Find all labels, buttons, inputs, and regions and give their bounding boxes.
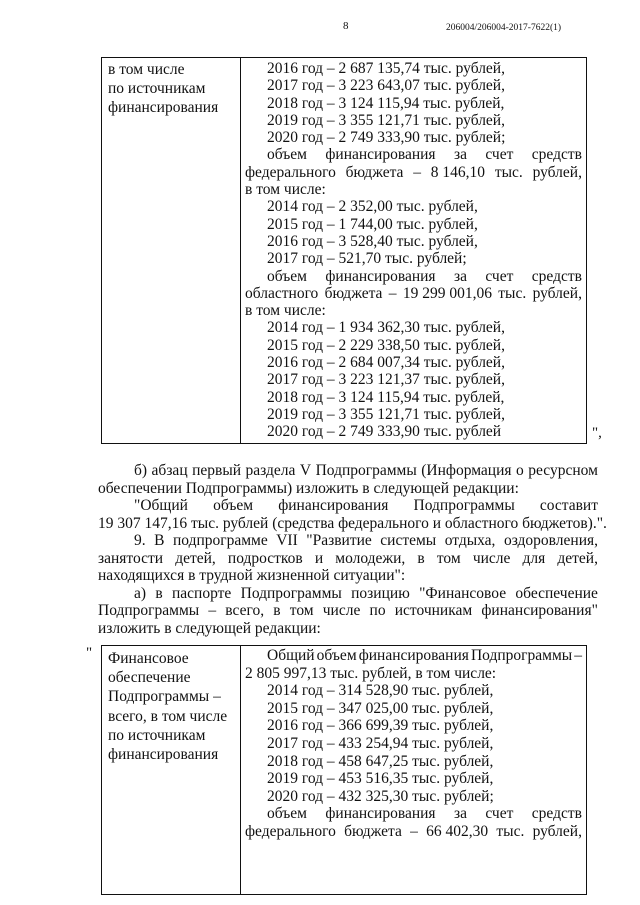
table2-left-line: обеспечение [108,669,191,687]
word: бюджета [344,822,402,840]
table2-left-line: по источникам [108,726,206,744]
word: отдыха, [444,532,496,549]
word: том [289,602,314,619]
word: абзац [151,462,188,479]
word: "Развитие [306,532,372,549]
word: тыс. [494,163,523,181]
word: бюджета [345,163,404,181]
word: всего, [225,602,265,619]
word: за [453,805,467,823]
word: обеспечение [515,584,598,602]
page-number: 8 [343,20,349,32]
word: о [516,462,524,479]
word: федерального [245,163,336,181]
word: V [299,462,312,479]
paragraph-line: 19 307 147,16 тыс. рублей (средства федерального и областного бюджетов).". [98,514,607,532]
year-line: 2019 год – 3 355 121,71 тыс. рублей, [267,111,505,129]
word: VII [276,532,298,549]
regional-total-line [245,285,582,302]
word: детей, [175,549,216,567]
table1-left-line: в том числе [108,61,185,78]
word: средств [531,805,582,823]
year-line: 2019 год – 453 516,35 тыс. рублей, [267,770,494,788]
word: а) [134,584,147,602]
word: подростков [227,549,303,567]
word: (Информация [421,462,512,479]
year-line: 2020 год – 2 749 333,90 тыс. рублей; [267,129,506,147]
paragraph-line [98,497,598,515]
word: 9. [134,532,146,549]
word: бюджета [324,284,383,302]
word: в [273,602,281,619]
word: объем [316,647,357,664]
table2-left-line: Подпрограммы – [108,688,221,706]
regional-heading-line [245,268,582,285]
year-line: 2016 год – 366 699,39 тыс. рублей, [267,717,494,735]
word: тыс. [496,822,525,840]
paragraph-line [98,602,598,620]
year-line: 2014 год – 1 934 362,30 тыс. рублей, [267,319,505,337]
word: тыс. [498,284,527,302]
word: системы [380,532,437,549]
year-line: 2019 год – 3 355 121,71 тыс. рублей, [267,405,505,423]
paragraph-line: обеспечении Подпрограммы) изложить в следующей редакции: [98,479,519,497]
word: счет [485,805,514,823]
word: первый [192,462,242,479]
year-line: 2018 год – 3 124 115,94 тыс. рублей, [267,94,505,112]
year-line: 2018 год – 3 124 115,94 тыс. рублей, [267,388,505,406]
word: рублей, [532,284,582,302]
year-line: 2017 год – 433 254,94 тыс. рублей, [267,734,494,752]
word: счет [485,146,514,164]
year-line: 2020 год – 432 325,30 тыс. рублей; [267,787,494,805]
total-heading-line [245,647,582,665]
year-line: 2018 год – 458 647,25 тыс. рублей, [267,752,494,770]
year-line: 2016 год – 2 684 007,34 тыс. рублей, [267,354,505,372]
word: средств [531,267,582,285]
word: федерального [245,822,336,840]
table1-left-cell [102,58,241,444]
year-line: 2016 год – 3 528,40 тыс. рублей, [267,232,478,250]
word: объем [267,146,307,164]
word: за [453,146,467,164]
word: ресурсном [528,462,598,479]
year-line: 2017 год – 3 223 121,37 тыс. рублей, [267,371,505,389]
word: объем [267,267,307,285]
federal-heading-line [245,805,582,823]
word: рублей, [532,822,582,840]
paragraph-line: находящихся в трудной жизненной ситуации": [98,567,406,584]
year-line: 2017 год – 521,70 тыс. рублей; [267,250,467,268]
year-line: 2015 год – 1 744,00 тыс. рублей, [267,215,478,233]
year-line: 2016 год – 2 687 135,74 тыс. рублей, [267,60,505,77]
word: в [417,549,425,567]
word: – [410,822,418,840]
word: – [208,602,217,619]
word: паспорте [172,584,232,602]
word: детей, [557,549,598,567]
paragraph-b [98,462,607,637]
word: числе [472,549,511,567]
word: 8 146,10 [430,163,486,181]
total-amount-line: 2 805 997,13 тыс. рублей, в том числе: [245,664,497,682]
word: занятости [98,549,164,567]
table1-left-line: финансирования [108,99,219,116]
word: молодежи, [335,549,406,567]
word: "Финансовое [419,584,507,602]
word: Подпрограммы [413,497,515,514]
word: Подпрограммы [240,584,342,602]
word: – [574,647,582,664]
word: Общий [267,647,315,664]
financing-table-continued [101,57,587,444]
word: областного [245,284,319,302]
table1-right-cell [241,58,587,444]
document-code: 206004/206004-2017-7622(1) [446,23,562,33]
year-line: 2014 год – 2 352,00 тыс. рублей, [267,198,478,216]
word: – [388,284,397,302]
paragraph-line [98,462,598,480]
word: В [154,532,165,549]
table2-right-cell [241,646,587,895]
word: и [314,549,324,567]
word: Подпрограммы [315,462,417,479]
table1-left-line: по источникам [108,80,206,97]
paragraph-line [98,532,598,550]
word: составит [539,497,598,514]
word: Подпрограммы [98,602,200,619]
table2-left-cell [102,646,241,895]
financing-table-new [101,645,587,895]
federal-total-line [245,164,582,181]
table2-left-line: Финансовое [108,650,189,667]
federal-heading-line [245,146,582,163]
word: оздоровления, [503,532,598,549]
word: счет [485,267,514,285]
paragraph-line [98,550,598,568]
word: финансирования [325,146,436,164]
word: б) [134,462,148,479]
year-line: 2015 год – 347 025,00 тыс. рублей, [267,699,494,717]
word: по [369,602,386,619]
word: в [155,584,163,602]
word: рублей, [532,163,582,181]
word: средств [531,146,582,164]
word: числе [322,602,361,619]
word: 19 299 001,06 [402,284,492,302]
word: для [522,549,546,567]
paragraph-line: изложить в следующей редакции: [98,619,321,637]
year-line: 2015 год – 2 229 338,50 тыс. рублей, [267,336,505,354]
word: подпрограмме [172,532,268,549]
paragraph-line [98,585,598,603]
word: объем [267,805,307,823]
word: Подпрограммы [470,647,573,664]
opening-quote: " [86,645,93,661]
word: финансирования [278,497,389,514]
year-line: 2020 год – 2 749 333,90 тыс. рублей [267,423,502,441]
word: том [436,549,461,567]
word: финансирования [358,647,469,664]
word: 66 402,30 [426,822,489,840]
including-line: в том числе: [245,181,326,199]
year-line: 2017 год – 3 223 643,07 тыс. рублей, [267,77,505,95]
word: – [413,163,421,181]
including-line: в том числе: [245,302,326,320]
word: финансирования [325,267,436,285]
word: за [453,267,467,285]
word: объем [213,497,254,514]
year-line: 2014 год – 314 528,90 тыс. рублей, [267,682,494,700]
closing-quote: ", [592,425,602,441]
table2-left-line: всего, в том числе [108,707,228,725]
word: финансирования [325,805,436,823]
word: источникам [394,602,473,619]
word: позицию [351,584,410,602]
word: раздела [245,462,296,479]
word: финансирования" [481,602,598,619]
federal-total-line [245,823,582,841]
word: "Общий [134,497,188,514]
table2-left-line: финансирования [108,746,219,764]
